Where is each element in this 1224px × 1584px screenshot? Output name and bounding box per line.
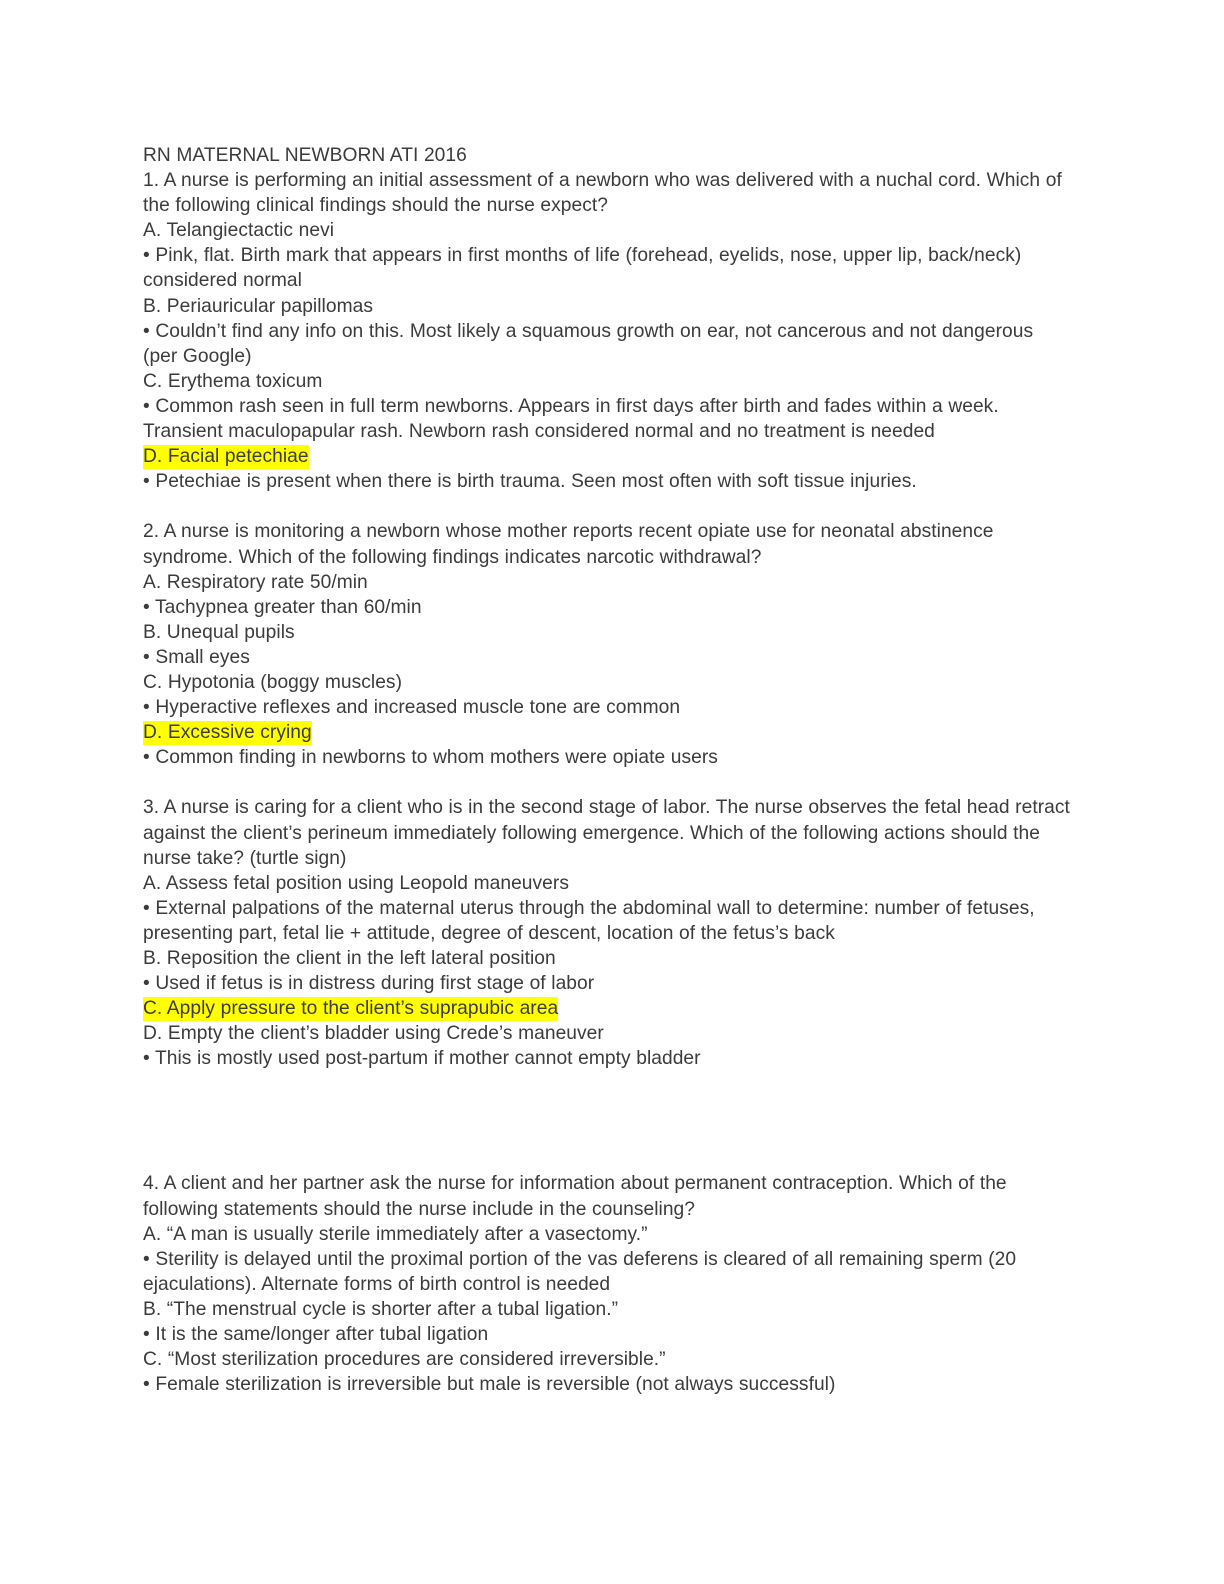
- question-4-option-c-note: • Female sterilization is irreversible but male is reversible (not always successful): [143, 1374, 836, 1396]
- question-3-option-d-note: • This is mostly used post-partum if mother cannot empty bladder: [143, 1048, 701, 1070]
- highlighted-answer: D. Excessive crying: [143, 722, 312, 744]
- option-label-text: A. Telangiectactic nevi: [143, 220, 335, 242]
- question-1-option-d-label: [143, 444, 1070, 469]
- question-2-option-c-note: • Hyperactive reflexes and increased muscle tone are common: [143, 697, 681, 719]
- question-3-option-b-note: • Used if fetus is in distress during first stage of labor: [143, 973, 595, 995]
- question-4-option-a-note: • Sterility is delayed until the proximal portion of the vas deferens is cleared of all remaining sperm (20 ejaculations). Alternate forms of birth control is needed: [143, 1248, 1022, 1295]
- option-label-text: B. “The menstrual cycle is shorter after a tubal ligation.”: [143, 1298, 619, 1320]
- question-2-option-b-label: [143, 620, 1070, 645]
- question-3-option-a-label: [143, 871, 1070, 896]
- question-2-option-a-note: • Tachypnea greater than 60/min: [143, 596, 422, 618]
- highlighted-answer: C. Apply pressure to the client’s suprapubic area: [143, 998, 559, 1020]
- question-4-option-b-label: [143, 1297, 1070, 1322]
- option-label-text: A. Respiratory rate 50/min: [143, 571, 368, 593]
- option-label-text: B. Reposition the client in the left lateral position: [143, 948, 556, 969]
- question-2-option-a-label: [143, 570, 1070, 595]
- option-label-text: C. “Most sterilization procedures are considered irreversible.”: [143, 1349, 666, 1371]
- section-spacer: [143, 1071, 1070, 1171]
- paragraph-spacer: [143, 770, 1070, 795]
- option-label-text: D. Empty the client’s bladder using Crede’s maneuver: [143, 1023, 604, 1045]
- question-2-option-c-label: [143, 670, 1070, 695]
- paragraph-spacer: [143, 494, 1070, 519]
- question-3-option-a-note: • External palpations of the maternal uterus through the abdominal wall to determine: number of fetuses, presenting part, fetal lie + attitude, degree of descent, location of the fetus’s back: [143, 897, 1041, 944]
- question-4-stem: 4. A client and her partner ask the nurse for information about permanent contraception. Which of the following statements should the nurse include in the counseling?: [143, 1173, 1013, 1220]
- question-1-stem: 1. A nurse is performing an initial assessment of a newborn who was delivered with a nuchal cord. Which of the following clinical findings should the nurse expect?: [143, 170, 1068, 217]
- option-label-text: B. Unequal pupils: [143, 621, 295, 643]
- question-2-option-b-note: • Small eyes: [143, 646, 250, 668]
- question-2-option-d-note: • Common finding in newborns to whom mothers were opiate users: [143, 747, 718, 769]
- option-label-text: C. Hypotonia (boggy muscles): [143, 671, 403, 693]
- question-3-option-d-label: [143, 1021, 1070, 1046]
- question-1-option-c-label: [143, 369, 1070, 394]
- question-3-option-c-label: [143, 996, 1070, 1021]
- option-label-text: A. “A man is usually sterile immediately after a vasectomy.”: [143, 1223, 648, 1245]
- question-1-option-d-note: • Petechiae is present when there is birth trauma. Seen most often with soft tissue injuries.: [143, 471, 917, 493]
- document-title: RN MATERNAL NEWBORN ATI 2016: [143, 145, 467, 166]
- option-label-text: B. Periauricular papillomas: [143, 295, 373, 317]
- question-4-option-b-note: • It is the same/longer after tubal ligation: [143, 1324, 489, 1346]
- question-3-stem: 3. A nurse is caring for a client who is in the second stage of labor. The nurse observes the fetal head retract against the client’s perineum immediately following emergence. Which of the following actions should the nurse take? (turtle sign): [143, 797, 1076, 869]
- question-1-option-b-note: • Couldn’t find any info on this. Most likely a squamous growth on ear, not cancerous and not dangerous (per Google): [143, 320, 1039, 367]
- option-label-text: C. Erythema toxicum: [143, 370, 323, 392]
- document-body: [143, 143, 1076, 1397]
- question-2-stem: 2. A nurse is monitoring a newborn whose mother reports recent opiate use for neonatal abstinence syndrome. Which of the following findings indicates narcotic withdrawal?: [143, 521, 1000, 568]
- question-4-option-c-label: [143, 1347, 1070, 1372]
- question-1-option-a-label: [143, 218, 1070, 243]
- question-3-option-b-label: [143, 946, 1070, 971]
- option-label-text: A. Assess fetal position using Leopold maneuvers: [143, 872, 569, 894]
- highlighted-answer: D. Facial petechiae: [143, 446, 309, 468]
- question-1-option-b-label: [143, 294, 1070, 319]
- question-2-option-d-label: [143, 720, 1070, 745]
- question-4-option-a-label: [143, 1222, 1070, 1247]
- question-1-option-c-note: • Common rash seen in full term newborns. Appears in first days after birth and fades within a week. Transient maculopapular rash. Newborn rash considered normal and no treatment is needed: [143, 395, 1004, 443]
- question-1-option-a-note: • Pink, flat. Birth mark that appears in first months of life (forehead, eyelids, nose, upper lip, back/neck) considered normal: [143, 245, 1027, 292]
